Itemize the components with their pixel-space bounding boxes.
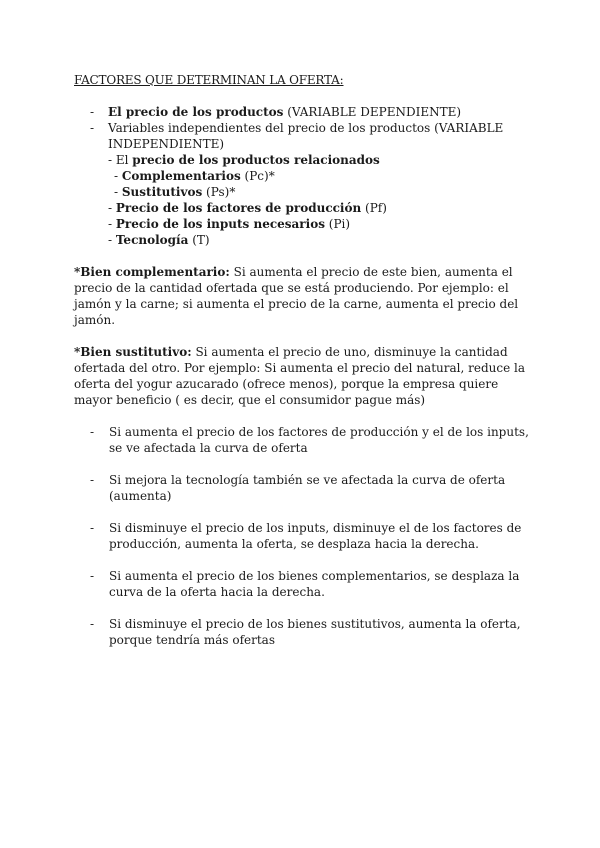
note-text: Si mejora la tecnología también se ve afectada la curva de oferta (aumenta) [109,473,506,503]
factor-text: (Pf) [361,201,387,215]
sub-prefix: - [114,185,122,199]
list-item [74,424,534,456]
list-dash: - [90,521,95,535]
factor-bold: Precio de los factores de producción [115,201,362,215]
factor-text: (VARIABLE DEPENDIENTE) [283,105,462,119]
list-item [74,200,534,216]
factor-text: (T) [188,233,210,247]
definition-term: *Bien sustitutivo: [74,345,192,359]
list-item [74,120,534,152]
list-item [74,104,534,120]
list-dash: - [90,121,95,135]
list-item [74,184,534,200]
factors-list [74,104,534,152]
definition-term: *Bien complementario: [74,265,230,279]
document-title: FACTORES QUE DETERMINAN LA OFERTA: [74,73,344,87]
list-item [74,216,534,232]
sub-prefix: - El [108,153,133,167]
list-dash: - [90,617,95,631]
list-item [74,520,534,552]
sub-factors-list [74,152,534,248]
factor-bold: El precio de los productos [108,105,284,119]
definition-sustitutivo [74,344,534,408]
sub-prefix: - [108,201,116,215]
note-text: Si aumenta el precio de los bienes complementarios, se desplaza la curva de la oferta hacia la derecha. [109,569,520,599]
factor-bold: Tecnología [115,233,189,247]
note-text: Si disminuye el precio de los bienes sustitutivos, aumenta la oferta, porque tendría más ofertas [109,617,521,647]
factor-bold: Precio de los inputs necesarios [115,217,325,231]
factor-text: Variables independientes del precio de los productos (VARIABLE INDEPENDIENTE) [108,121,504,151]
list-item [74,232,534,248]
list-dash: - [90,473,95,487]
list-item [74,568,534,600]
sub-prefix: - [108,217,116,231]
list-item [74,152,534,168]
factor-bold: Complementarios [121,169,241,183]
note-text: Si aumenta el precio de los factores de producción y el de los inputs, se ve afectada la curva de oferta [109,425,529,455]
definition-text: Si aumenta el precio de este bien, aumenta el precio de la cantidad ofertada que se está produciendo. Por ejemplo: el jamón y la carne; si aumenta el precio de la carne, aumenta el precio del jamón. [74,265,519,327]
factor-text: (Pi) [324,217,351,231]
factor-bold: Sustitutivos [121,185,203,199]
note-text: Si disminuye el precio de los inputs, disminuye el de los factores de producción, aumenta la oferta, se desplaza hacia la derecha. [109,521,522,551]
list-item [74,472,534,504]
notes-list [74,424,534,648]
sub-prefix: - [114,169,122,183]
list-item [74,168,534,184]
sub-prefix: - [108,233,116,247]
document-page [74,72,534,664]
list-dash: - [90,105,95,119]
list-dash: - [90,425,95,439]
factor-text: (Pc)* [240,169,275,183]
factor-text: (Ps)* [202,185,236,199]
list-dash: - [90,569,95,583]
factor-bold: precio de los productos relacionados [132,153,380,167]
definition-complementario [74,264,534,328]
definition-text: Si aumenta el precio de uno, disminuye la cantidad ofertada del otro. Por ejemplo: Si aumenta el precio del natural, reduce la oferta del yogur azucarado (ofrece menos), porque la empresa quiere mayor beneficio ( es decir, que el consumidor pague más) [74,345,525,407]
list-item [74,616,534,648]
